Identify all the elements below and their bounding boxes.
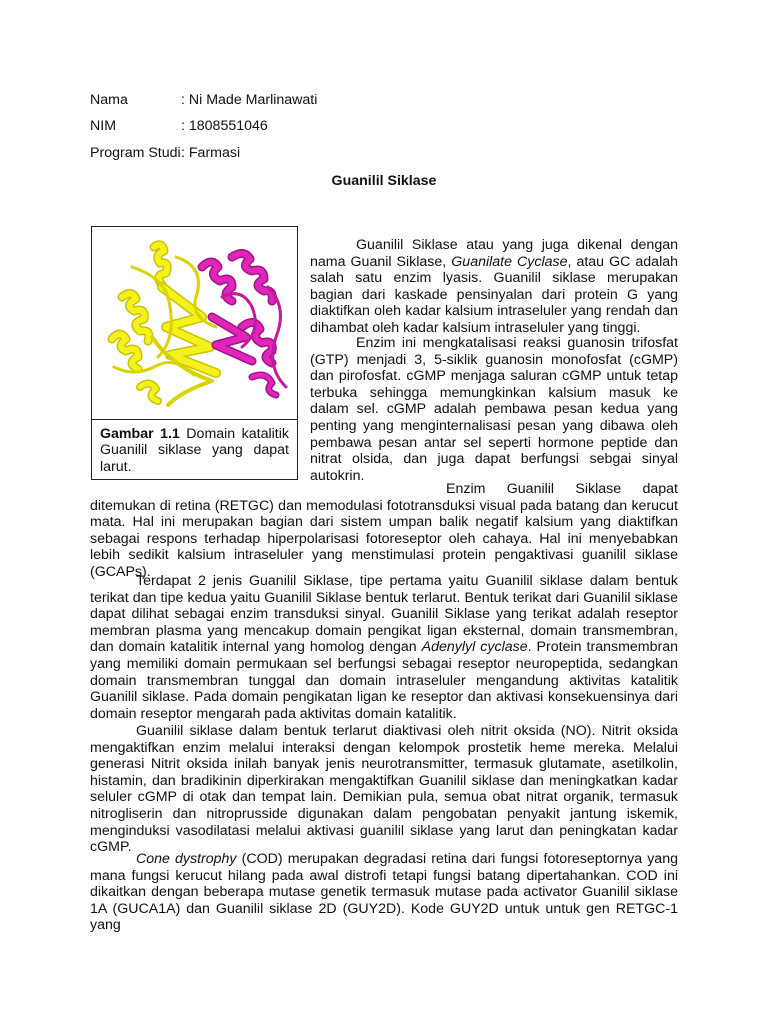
paragraph-6 — [90, 851, 678, 934]
paragraph-3: Enzim Guanilil Siklase dapat ditemukan di retina (RETGC) dan memodulasi fototransduksi visual pada batang dan kerucut mata. Hal ini merupakan bagian dari sistem umpan balik negatif kalsium yang diaktifkan sebagai respons terhadap hiperpolarisasi fotoreseptor oleh cahaya. Hal ini menyebabkan lebih sedikit kalsium intraseluler yang menstimulasi protein pengaktivasi guanilil siklase (GCAPs). — [90, 481, 678, 580]
paragraph-5: Guanilil siklase dalam bentuk terlarut diaktivasi oleh nitrit oksida (NO). Nitrit oksida mengaktifkan enzim melalui interaksi dengan kelompok prostetik heme mereka. Melalui generasi Nitrit oksida inilah banyak jenis neurotransmitter, termasuk glutamate, asetilkolin, histamin, dan bradikinin diperkirakan mengaktifkan Guanilil siklase dan meningkatkan kadar seluler cGMP di otak dan tempat lain. Demikian pula, semua obat nitrat organik, termasuk nitrogliserin dan nitroprusside digunakan dalam pengobatan penyakit jantung iskemik, menginduksi vasodilatasi melalui aktivasi guanilil siklase yang larut dan peningkatan kadar cGMP. — [90, 723, 678, 856]
paragraph-6-italic: Cone dystrophy — [136, 851, 237, 867]
paragraph-1 — [310, 237, 678, 337]
nama-label: Nama — [90, 92, 128, 108]
paragraph-4-text-a: Terdapat 2 jenis Guanilil Siklase, tipe pertama yaitu Guanilil siklase dalam bentuk terikat dan tipe kedua yaitu Guanilil Siklase bentuk terlarut. Bentuk terikat dari Guanilil siklase dapat dilihat sebagai enzim transduksi sinyal. Guanilil Siklase yang terikat adalah reseptor membran plasma yang mencakup domain pengikat ligan eksternal, domain transmembran, dan domain katalitik internal yang homolog dengan — [90, 573, 678, 656]
paragraph-2: Enzim ini mengkatalisasi reaksi guanosin trifosfat (GTP) menjadi 3, 5-siklik guanosin monofosfat (cGMP) dan pirofosfat. cGMP menjaga saluran cGMP untuk tetap terbuka sehingga memungkinkan kalsium masuk ke dalam sel. cGMP adalah pembawa pesan kedua yang penting yang menginternalisasi pesan yang dibawa oleh pembawa pesan antar sel seperti hormone peptide dan nitrat olsida, dan juga dapat berfungsi sebgai sinyal autokrin. — [310, 335, 678, 484]
paragraph-6-text-b: (COD) merupakan degradasi retina dari fungsi fotoreseptornya yang mana fungsi kerucut hilang pada awal distrofi tetapi fungsi batang dipertahankan. COD ini dikaitkan dengan beberapa mutase genetik termasuk mutase pada activator Guanilil siklase 1A (GUCA1A) dan Guanilil siklase 2D (GUY2D). Kode GUY2D untuk untuk gen RETGC-1 yang — [90, 851, 678, 934]
figure-caption-label: Gambar 1.1 — [100, 426, 180, 442]
nama-value: : Ni Made Marlinawati — [181, 92, 318, 108]
protein-structure-image — [92, 227, 297, 419]
nim-label: NIM — [90, 118, 117, 134]
prodi-label: Program Studi — [90, 145, 181, 161]
figure-box — [91, 226, 298, 480]
prodi-value: : Farmasi — [181, 145, 241, 161]
paragraph-4-italic: Adenylyl cyclase — [421, 639, 528, 656]
paragraph-4 — [90, 573, 678, 722]
figure-caption — [92, 419, 297, 479]
paragraph-4-text-c: . Protein transmembran yang memiliki domain permukaan sel berfungsi sebagai reseptor neuropeptida, sedangkan domain transmembran tunggal dan domain intraseluler mengandung aktivitas katalitik Guanilil siklase. Pada domain pengikatan ligan ke reseptor dan aktivasi konsekuensinya dari domain reseptor mengarah pada aktivitas domain katalitik. — [90, 639, 678, 722]
paragraph-1-text-c: , atau GC adalah salah satu enzim lyasis. Guanilil siklase merupakan bagian dari kaskade pensinyalan dari protein G yang diaktifkan oleh kadar kalsium intraseluler yang rendah dan dihambat oleh kadar kalsium intraseluler yang tinggi. — [310, 253, 678, 336]
paragraph-1-italic: Guanilate Cyclase — [451, 253, 568, 270]
paragraph-1-text-a: Guanilil Siklase atau yang juga dikenal dengan nama Guanil Siklase, — [310, 237, 678, 270]
document-title: Guanilil Siklase — [331, 173, 437, 189]
nim-value: : 1808551046 — [181, 118, 268, 134]
figure-caption-text: Domain katalitik Guanilil siklase yang dapat larut. — [100, 426, 289, 475]
